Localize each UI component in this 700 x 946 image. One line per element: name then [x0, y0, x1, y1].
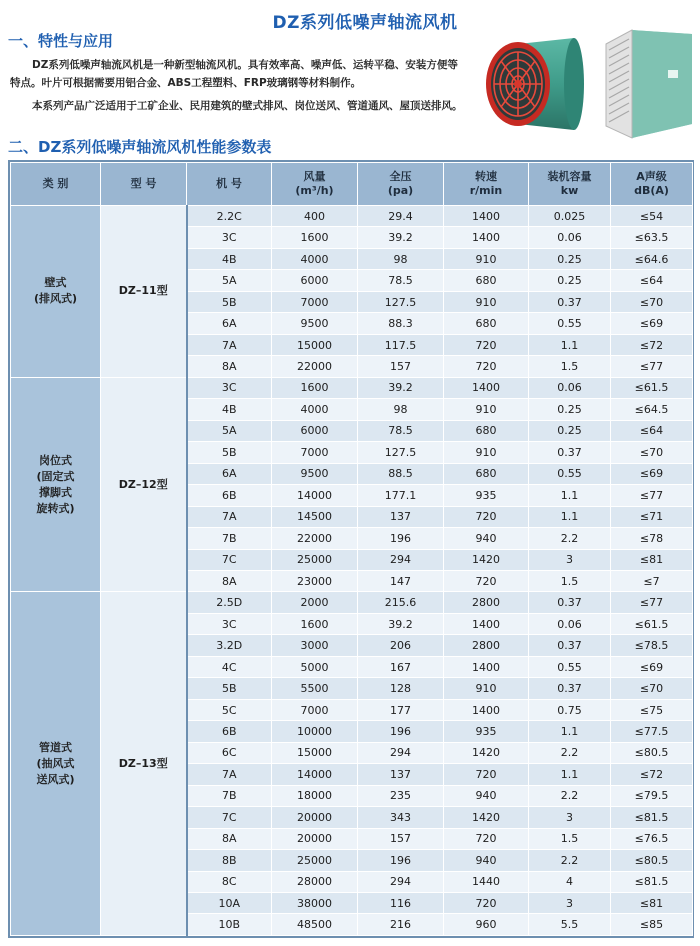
speed-cell: 960	[444, 914, 529, 936]
airflow-cell: 48500	[272, 914, 358, 936]
noise-cell: ≤61.5	[611, 377, 693, 398]
header-pressure: 全压 (pa)	[358, 163, 444, 206]
category-cell: 岗位式 (固定式 撑脚式 旋转式)	[11, 377, 101, 592]
pressure-cell: 215.6	[358, 592, 444, 613]
pressure-cell: 196	[358, 850, 444, 871]
noise-cell: ≤72	[611, 334, 693, 355]
pressure-cell: 39.2	[358, 377, 444, 398]
power-cell: 0.55	[529, 656, 611, 677]
power-cell: 1.1	[529, 506, 611, 527]
section-heading-parameters: 二、DZ系列低噪声轴流风机性能参数表	[8, 138, 272, 156]
noise-cell: ≤54	[611, 206, 693, 227]
number-cell: 6B	[187, 485, 272, 506]
speed-cell: 1440	[444, 871, 529, 892]
box-fan-photo	[596, 26, 696, 142]
power-cell: 3	[529, 807, 611, 828]
pressure-cell: 206	[358, 635, 444, 656]
power-cell: 1.1	[529, 721, 611, 742]
number-cell: 6C	[187, 742, 272, 763]
power-cell: 1.5	[529, 356, 611, 377]
number-cell: 6B	[187, 721, 272, 742]
noise-cell: ≤71	[611, 506, 693, 527]
power-cell: 0.55	[529, 313, 611, 334]
pressure-cell: 177.1	[358, 485, 444, 506]
pressure-cell: 98	[358, 399, 444, 420]
noise-cell: ≤69	[611, 656, 693, 677]
header-model: 型 号	[101, 163, 187, 206]
noise-cell: ≤77.5	[611, 721, 693, 742]
noise-cell: ≤64	[611, 420, 693, 441]
pressure-cell: 127.5	[358, 291, 444, 312]
noise-cell: ≤79.5	[611, 785, 693, 806]
header-speed: 转速 r/min	[444, 163, 529, 206]
speed-cell: 1420	[444, 549, 529, 570]
pressure-cell: 157	[358, 828, 444, 849]
category-cell: 管道式 (抽风式 送风式)	[11, 592, 101, 936]
speed-cell: 910	[444, 248, 529, 269]
noise-cell: ≤7	[611, 570, 693, 591]
power-cell: 0.25	[529, 399, 611, 420]
number-cell: 8C	[187, 871, 272, 892]
intro-paragraph: DZ系列低噪声轴流风机是一种新型轴流风机。具有效率高、噪声低、运转平稳、安装方便等特点。叶片可根据需要用铝合金、ABS工程塑料、FRP玻璃钢等材料制作。	[10, 59, 458, 89]
power-cell: 1.5	[529, 828, 611, 849]
pressure-cell: 116	[358, 893, 444, 914]
power-cell: 0.06	[529, 227, 611, 248]
airflow-cell: 18000	[272, 785, 358, 806]
speed-cell: 720	[444, 570, 529, 591]
noise-cell: ≤64.5	[611, 399, 693, 420]
airflow-cell: 7000	[272, 442, 358, 463]
number-cell: 7B	[187, 528, 272, 549]
power-cell: 0.55	[529, 463, 611, 484]
pressure-cell: 137	[358, 506, 444, 527]
pressure-cell: 294	[358, 871, 444, 892]
power-cell: 4	[529, 871, 611, 892]
pressure-cell: 39.2	[358, 227, 444, 248]
pressure-cell: 29.4	[358, 206, 444, 227]
application-paragraph: 本系列产品广泛适用于工矿企业、民用建筑的壁式排风、岗位送风、管道通风、屋顶送排风。	[32, 100, 463, 112]
number-cell: 5B	[187, 291, 272, 312]
airflow-cell: 10000	[272, 721, 358, 742]
airflow-cell: 25000	[272, 850, 358, 871]
airflow-cell: 20000	[272, 807, 358, 828]
airflow-cell: 7000	[272, 699, 358, 720]
pressure-cell: 98	[358, 248, 444, 269]
speed-cell: 940	[444, 528, 529, 549]
number-cell: 5A	[187, 420, 272, 441]
number-cell: 2.2C	[187, 206, 272, 227]
parameter-table	[8, 160, 694, 938]
power-cell: 2.2	[529, 850, 611, 871]
speed-cell: 940	[444, 850, 529, 871]
airflow-cell: 14000	[272, 485, 358, 506]
noise-cell: ≤81	[611, 549, 693, 570]
power-cell: 1.1	[529, 334, 611, 355]
header-category: 类 别	[11, 163, 101, 206]
airflow-cell: 23000	[272, 570, 358, 591]
number-cell: 7A	[187, 764, 272, 785]
pressure-cell: 137	[358, 764, 444, 785]
airflow-cell: 4000	[272, 399, 358, 420]
pressure-cell: 88.3	[358, 313, 444, 334]
speed-cell: 910	[444, 291, 529, 312]
speed-cell: 720	[444, 828, 529, 849]
noise-cell: ≤77	[611, 485, 693, 506]
airflow-cell: 28000	[272, 871, 358, 892]
axial-fan-photo	[478, 30, 590, 138]
noise-cell: ≤70	[611, 442, 693, 463]
noise-cell: ≤70	[611, 291, 693, 312]
airflow-cell: 22000	[272, 356, 358, 377]
noise-cell: ≤81.5	[611, 871, 693, 892]
number-cell: 7B	[187, 785, 272, 806]
speed-cell: 680	[444, 420, 529, 441]
number-cell: 3C	[187, 377, 272, 398]
pressure-cell: 78.5	[358, 270, 444, 291]
pressure-cell: 78.5	[358, 420, 444, 441]
number-cell: 4B	[187, 399, 272, 420]
speed-cell: 1420	[444, 742, 529, 763]
noise-cell: ≤80.5	[611, 742, 693, 763]
airflow-cell: 400	[272, 206, 358, 227]
speed-cell: 720	[444, 356, 529, 377]
number-cell: 8B	[187, 850, 272, 871]
airflow-cell: 6000	[272, 420, 358, 441]
number-cell: 7A	[187, 506, 272, 527]
noise-cell: ≤64.6	[611, 248, 693, 269]
power-cell: 0.06	[529, 377, 611, 398]
noise-cell: ≤78.5	[611, 635, 693, 656]
noise-cell: ≤78	[611, 528, 693, 549]
noise-cell: ≤70	[611, 678, 693, 699]
noise-cell: ≤77	[611, 356, 693, 377]
airflow-cell: 2000	[272, 592, 358, 613]
pressure-cell: 167	[358, 656, 444, 677]
header-power: 装机容量 kw	[529, 163, 611, 206]
number-cell: 5C	[187, 699, 272, 720]
pressure-cell: 39.2	[358, 613, 444, 634]
power-cell: 0.25	[529, 270, 611, 291]
number-cell: 3.2D	[187, 635, 272, 656]
speed-cell: 680	[444, 270, 529, 291]
power-cell: 0.025	[529, 206, 611, 227]
number-cell: 5B	[187, 442, 272, 463]
power-cell: 0.37	[529, 592, 611, 613]
number-cell: 4B	[187, 248, 272, 269]
pressure-cell: 216	[358, 914, 444, 936]
airflow-cell: 1600	[272, 227, 358, 248]
number-cell: 8A	[187, 828, 272, 849]
noise-cell: ≤72	[611, 764, 693, 785]
speed-cell: 935	[444, 721, 529, 742]
airflow-cell: 3000	[272, 635, 358, 656]
noise-cell: ≤85	[611, 914, 693, 936]
number-cell: 7C	[187, 549, 272, 570]
speed-cell: 1400	[444, 699, 529, 720]
number-cell: 5A	[187, 270, 272, 291]
speed-cell: 680	[444, 463, 529, 484]
airflow-cell: 9500	[272, 463, 358, 484]
speed-cell: 940	[444, 785, 529, 806]
header-noise: A声级 dB(A)	[611, 163, 693, 206]
number-cell: 10A	[187, 893, 272, 914]
model-cell: DZ–11型	[101, 206, 187, 378]
speed-cell: 910	[444, 399, 529, 420]
section-heading-features: 一、特性与应用	[8, 32, 114, 50]
speed-cell: 2800	[444, 592, 529, 613]
pressure-cell: 343	[358, 807, 444, 828]
table-header-row	[11, 163, 693, 206]
airflow-cell: 5000	[272, 656, 358, 677]
pressure-cell: 235	[358, 785, 444, 806]
noise-cell: ≤63.5	[611, 227, 693, 248]
power-cell: 3	[529, 549, 611, 570]
pressure-cell: 117.5	[358, 334, 444, 355]
number-cell: 8A	[187, 570, 272, 591]
speed-cell: 720	[444, 334, 529, 355]
noise-cell: ≤75	[611, 699, 693, 720]
power-cell: 0.37	[529, 291, 611, 312]
pressure-cell: 196	[358, 721, 444, 742]
power-cell: 1.1	[529, 485, 611, 506]
model-cell: DZ–13型	[101, 592, 187, 936]
table-row	[11, 377, 693, 398]
pressure-cell: 177	[358, 699, 444, 720]
category-cell: 壁式 (排风式)	[11, 206, 101, 378]
speed-cell: 720	[444, 893, 529, 914]
power-cell: 0.37	[529, 678, 611, 699]
pressure-cell: 294	[358, 549, 444, 570]
power-cell: 1.5	[529, 570, 611, 591]
number-cell: 6A	[187, 463, 272, 484]
number-cell: 8A	[187, 356, 272, 377]
table-row	[11, 592, 693, 613]
airflow-cell: 38000	[272, 893, 358, 914]
header-airflow: 风量 (m³/h)	[272, 163, 358, 206]
pressure-cell: 127.5	[358, 442, 444, 463]
noise-cell: ≤69	[611, 463, 693, 484]
noise-cell: ≤81	[611, 893, 693, 914]
airflow-cell: 20000	[272, 828, 358, 849]
number-cell: 2.5D	[187, 592, 272, 613]
airflow-cell: 14000	[272, 764, 358, 785]
noise-cell: ≤61.5	[611, 613, 693, 634]
power-cell: 0.25	[529, 248, 611, 269]
speed-cell: 1400	[444, 656, 529, 677]
pressure-cell: 294	[358, 742, 444, 763]
speed-cell: 1420	[444, 807, 529, 828]
airflow-cell: 25000	[272, 549, 358, 570]
power-cell: 3	[529, 893, 611, 914]
speed-cell: 720	[444, 764, 529, 785]
speed-cell: 720	[444, 506, 529, 527]
noise-cell: ≤80.5	[611, 850, 693, 871]
page-title: DZ系列低噪声轴流风机	[272, 13, 458, 33]
airflow-cell: 14500	[272, 506, 358, 527]
power-cell: 0.37	[529, 635, 611, 656]
noise-cell: ≤64	[611, 270, 693, 291]
airflow-cell: 5500	[272, 678, 358, 699]
power-cell: 1.1	[529, 764, 611, 785]
speed-cell: 1400	[444, 206, 529, 227]
pressure-cell: 157	[358, 356, 444, 377]
airflow-cell: 15000	[272, 742, 358, 763]
airflow-cell: 9500	[272, 313, 358, 334]
airflow-cell: 1600	[272, 613, 358, 634]
number-cell: 6A	[187, 313, 272, 334]
airflow-cell: 7000	[272, 291, 358, 312]
power-cell: 0.75	[529, 699, 611, 720]
airflow-cell: 22000	[272, 528, 358, 549]
table-row	[11, 206, 693, 227]
speed-cell: 2800	[444, 635, 529, 656]
model-cell: DZ–12型	[101, 377, 187, 592]
noise-cell: ≤69	[611, 313, 693, 334]
header-number: 机 号	[187, 163, 272, 206]
power-cell: 0.37	[529, 442, 611, 463]
airflow-cell: 6000	[272, 270, 358, 291]
speed-cell: 1400	[444, 227, 529, 248]
pressure-cell: 128	[358, 678, 444, 699]
power-cell: 0.25	[529, 420, 611, 441]
pressure-cell: 196	[358, 528, 444, 549]
number-cell: 3C	[187, 613, 272, 634]
number-cell: 10B	[187, 914, 272, 936]
speed-cell: 935	[444, 485, 529, 506]
number-cell: 7A	[187, 334, 272, 355]
speed-cell: 910	[444, 442, 529, 463]
airflow-cell: 1600	[272, 377, 358, 398]
noise-cell: ≤81.5	[611, 807, 693, 828]
airflow-cell: 15000	[272, 334, 358, 355]
number-cell: 4C	[187, 656, 272, 677]
number-cell: 7C	[187, 807, 272, 828]
pressure-cell: 147	[358, 570, 444, 591]
speed-cell: 1400	[444, 377, 529, 398]
noise-cell: ≤77	[611, 592, 693, 613]
airflow-cell: 4000	[272, 248, 358, 269]
power-cell: 2.2	[529, 742, 611, 763]
noise-cell: ≤76.5	[611, 828, 693, 849]
number-cell: 5B	[187, 678, 272, 699]
speed-cell: 1400	[444, 613, 529, 634]
power-cell: 5.5	[529, 914, 611, 936]
speed-cell: 910	[444, 678, 529, 699]
speed-cell: 680	[444, 313, 529, 334]
number-cell: 3C	[187, 227, 272, 248]
power-cell: 0.06	[529, 613, 611, 634]
pressure-cell: 88.5	[358, 463, 444, 484]
power-cell: 2.2	[529, 528, 611, 549]
power-cell: 2.2	[529, 785, 611, 806]
